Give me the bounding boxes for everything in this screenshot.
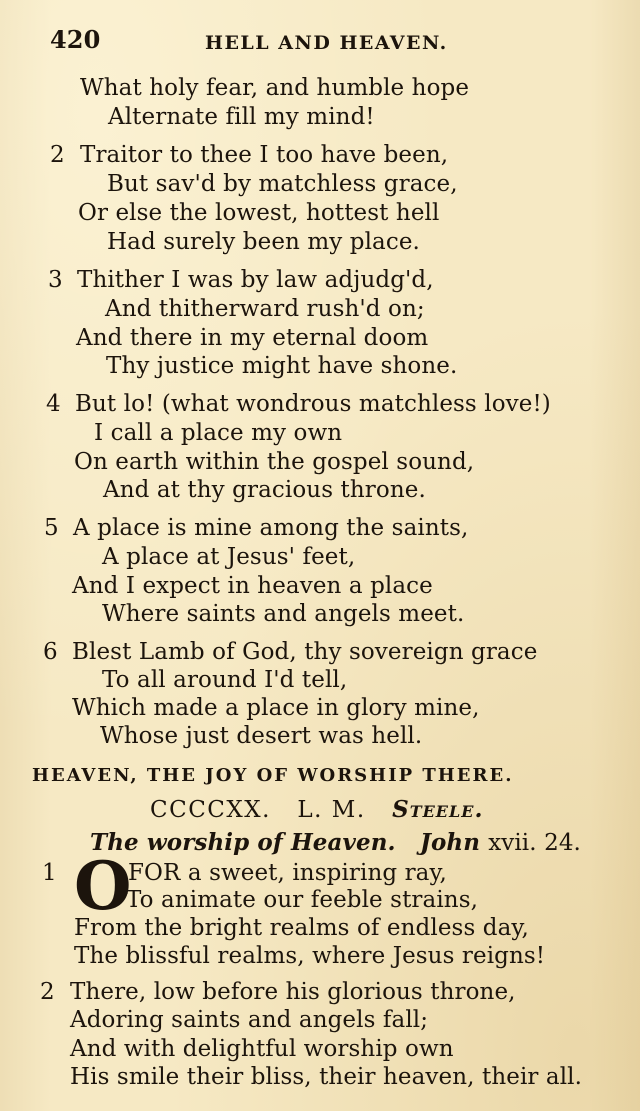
hymn-number: CCCCXX. [150, 797, 271, 823]
verse-line: And I expect in heaven a place [72, 573, 433, 599]
stanza-number: 1 [42, 860, 57, 886]
stanza-number: 2 [40, 979, 55, 1005]
running-title: HELL AND HEAVEN. [205, 32, 448, 54]
verse-line: A place is mine among the saints, [73, 515, 469, 541]
verse-line: To animate our feeble strains, [126, 887, 479, 913]
stanza-number: 3 [48, 267, 63, 293]
verse-line: Or else the lowest, hottest hell [78, 200, 440, 226]
verse-line: And there in my eternal doom [76, 325, 429, 351]
verse-line: To all around I'd tell, [102, 667, 348, 693]
verse-line: Which made a place in glory mine, [72, 695, 480, 721]
hymn-heading [150, 796, 483, 824]
verse-line: Thy justice might have shone. [106, 353, 458, 379]
verse-line: And at thy gracious throne. [103, 477, 426, 503]
verse-line: Whose just desert was hell. [100, 723, 423, 749]
hymn-meter: L. M. [297, 797, 366, 823]
verse-line: A place at Jesus' feet, [102, 544, 356, 570]
verse-line: But sav'd by matchless grace, [107, 171, 458, 197]
verse-line: Traitor to thee I too have been, [80, 142, 449, 168]
section-title: HEAVEN, THE JOY OF WORSHIP THERE. [32, 765, 514, 786]
page-number: 420 [50, 25, 101, 54]
stanza-number: 6 [43, 639, 58, 665]
verse-line: But lo! (what wondrous matchless love!) [75, 391, 551, 417]
verse-line: Had surely been my place. [107, 229, 420, 255]
verse-line: Adoring saints and angels fall; [70, 1007, 429, 1033]
verse-line: His smile their bliss, their heaven, their all. [70, 1064, 583, 1090]
verse-line: Where saints and angels meet. [102, 601, 465, 627]
verse-line: And with delightful worship own [70, 1036, 454, 1062]
verse-line: On earth within the gospel sound, [74, 449, 475, 475]
verse-line: Thither I was by law adjudg'd, [77, 267, 434, 293]
verse-line: FOR a sweet, inspiring ray, [128, 860, 447, 886]
verse-line: From the bright realms of endless day, [74, 915, 529, 941]
verse-line: I call a place my own [94, 420, 343, 446]
drop-cap: O [74, 847, 132, 925]
verse-line: There, low before his glorious throne, [70, 979, 516, 1005]
verse-line: And thitherward rush'd on; [105, 296, 425, 322]
hymn-subtitle-line [90, 829, 581, 857]
stanza-number: 2 [50, 142, 65, 168]
verse-line: The blissful realms, where Jesus reigns! [74, 943, 546, 969]
hymn-author: Steele. [392, 796, 484, 823]
scripture-reference: xvii. 24. [488, 830, 581, 856]
verse-line: Alternate fill my mind! [108, 104, 375, 130]
verse-line: Blest Lamb of God, thy sovereign grace [72, 639, 538, 665]
hymn-subtitle: The worship of Heaven. [90, 829, 396, 856]
scripture-book: John [420, 829, 481, 856]
stanza-number: 5 [44, 515, 59, 541]
stanza-number: 4 [46, 391, 61, 417]
verse-line: What holy fear, and humble hope [80, 75, 470, 101]
